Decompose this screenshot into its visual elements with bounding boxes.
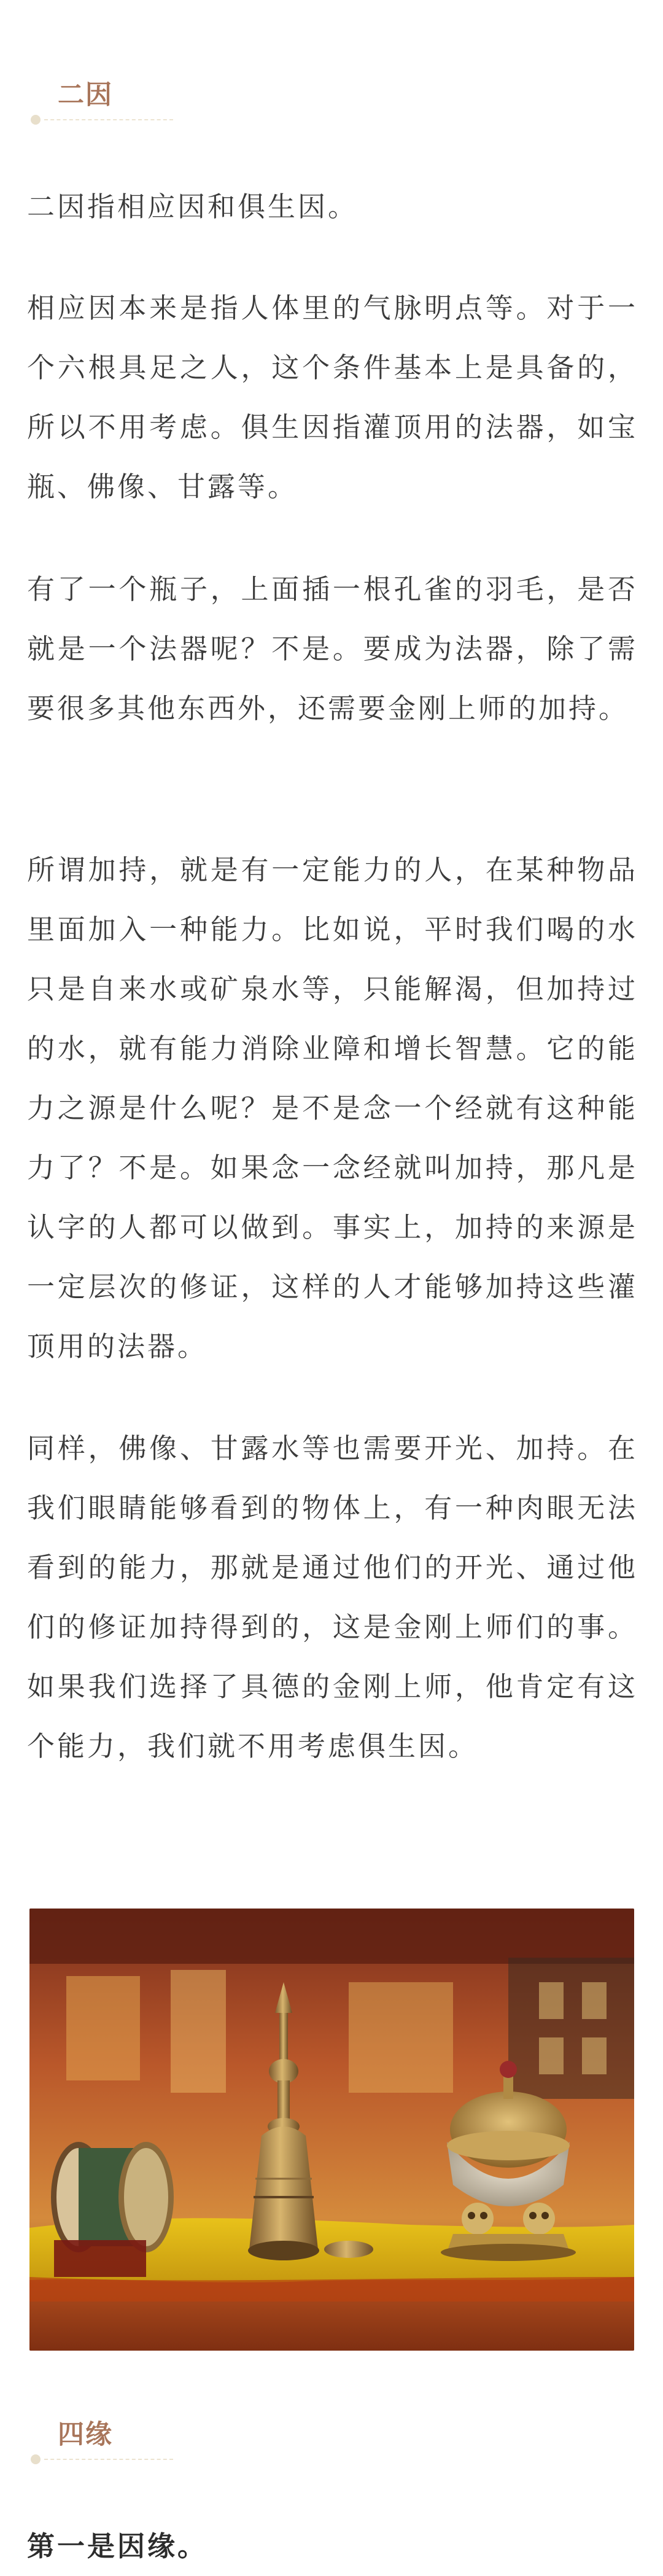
section-heading-two-causes xyxy=(31,77,215,126)
paragraph-first-condition: 第一是因缘。 xyxy=(27,2530,208,2562)
paragraph-3: 有了一个瓶子，上面插一根孔雀的羽毛，是否就是一个法器呢？不是。要成为法器，除了需要很多其他东西外，还需要金刚上师的加持。 xyxy=(27,573,638,725)
paragraph-5: 同样，佛像、甘露水等也需要开光、加持。在我们眼睛能够看到的物体上，有一种肉眼无法看到的能力，那就是通过他们的开光、通过他们的修证加持得到的，这是金刚上师们的事。如果我们选择了具德的金刚上师，他肯定有这个能力，我们就不用考虑俱生因。 xyxy=(27,1432,638,1762)
heading-dashed-line xyxy=(44,119,173,120)
ritual-implements-photo xyxy=(29,1909,634,2351)
section-title: 四缘 xyxy=(58,2419,113,2450)
section-heading-four-conditions xyxy=(31,2416,215,2465)
heading-dot-decoration xyxy=(31,2454,41,2464)
heading-dot-decoration xyxy=(31,115,41,125)
paragraph-4: 所谓加持，就是有一定能力的人，在某种物品里面加入一种能力。比如说，平时我们喝的水只是自来水或矿泉水等，只能解渴，但加持过的水，就有能力消除业障和增长智慧。它的能力之源是什么呢？是不是念一个经就有这种能力了？不是。如果念一念经就叫加持，那凡是认字的人都可以做到。事实上，加持的来源是一定层次的修证，这样的人才能够加持这些灌顶用的法器。 xyxy=(27,854,638,1363)
section-title: 二因 xyxy=(58,80,113,111)
heading-dashed-line xyxy=(44,2459,173,2460)
paragraph-2: 相应因本来是指人体里的气脉明点等。对于一个六根具足之人，这个条件基本上是具备的，所以不用考虑。俱生因指灌顶用的法器，如宝瓶、佛像、甘露等。 xyxy=(27,292,638,503)
paragraph-1: 二因指相应因和俱生因。 xyxy=(27,190,359,223)
